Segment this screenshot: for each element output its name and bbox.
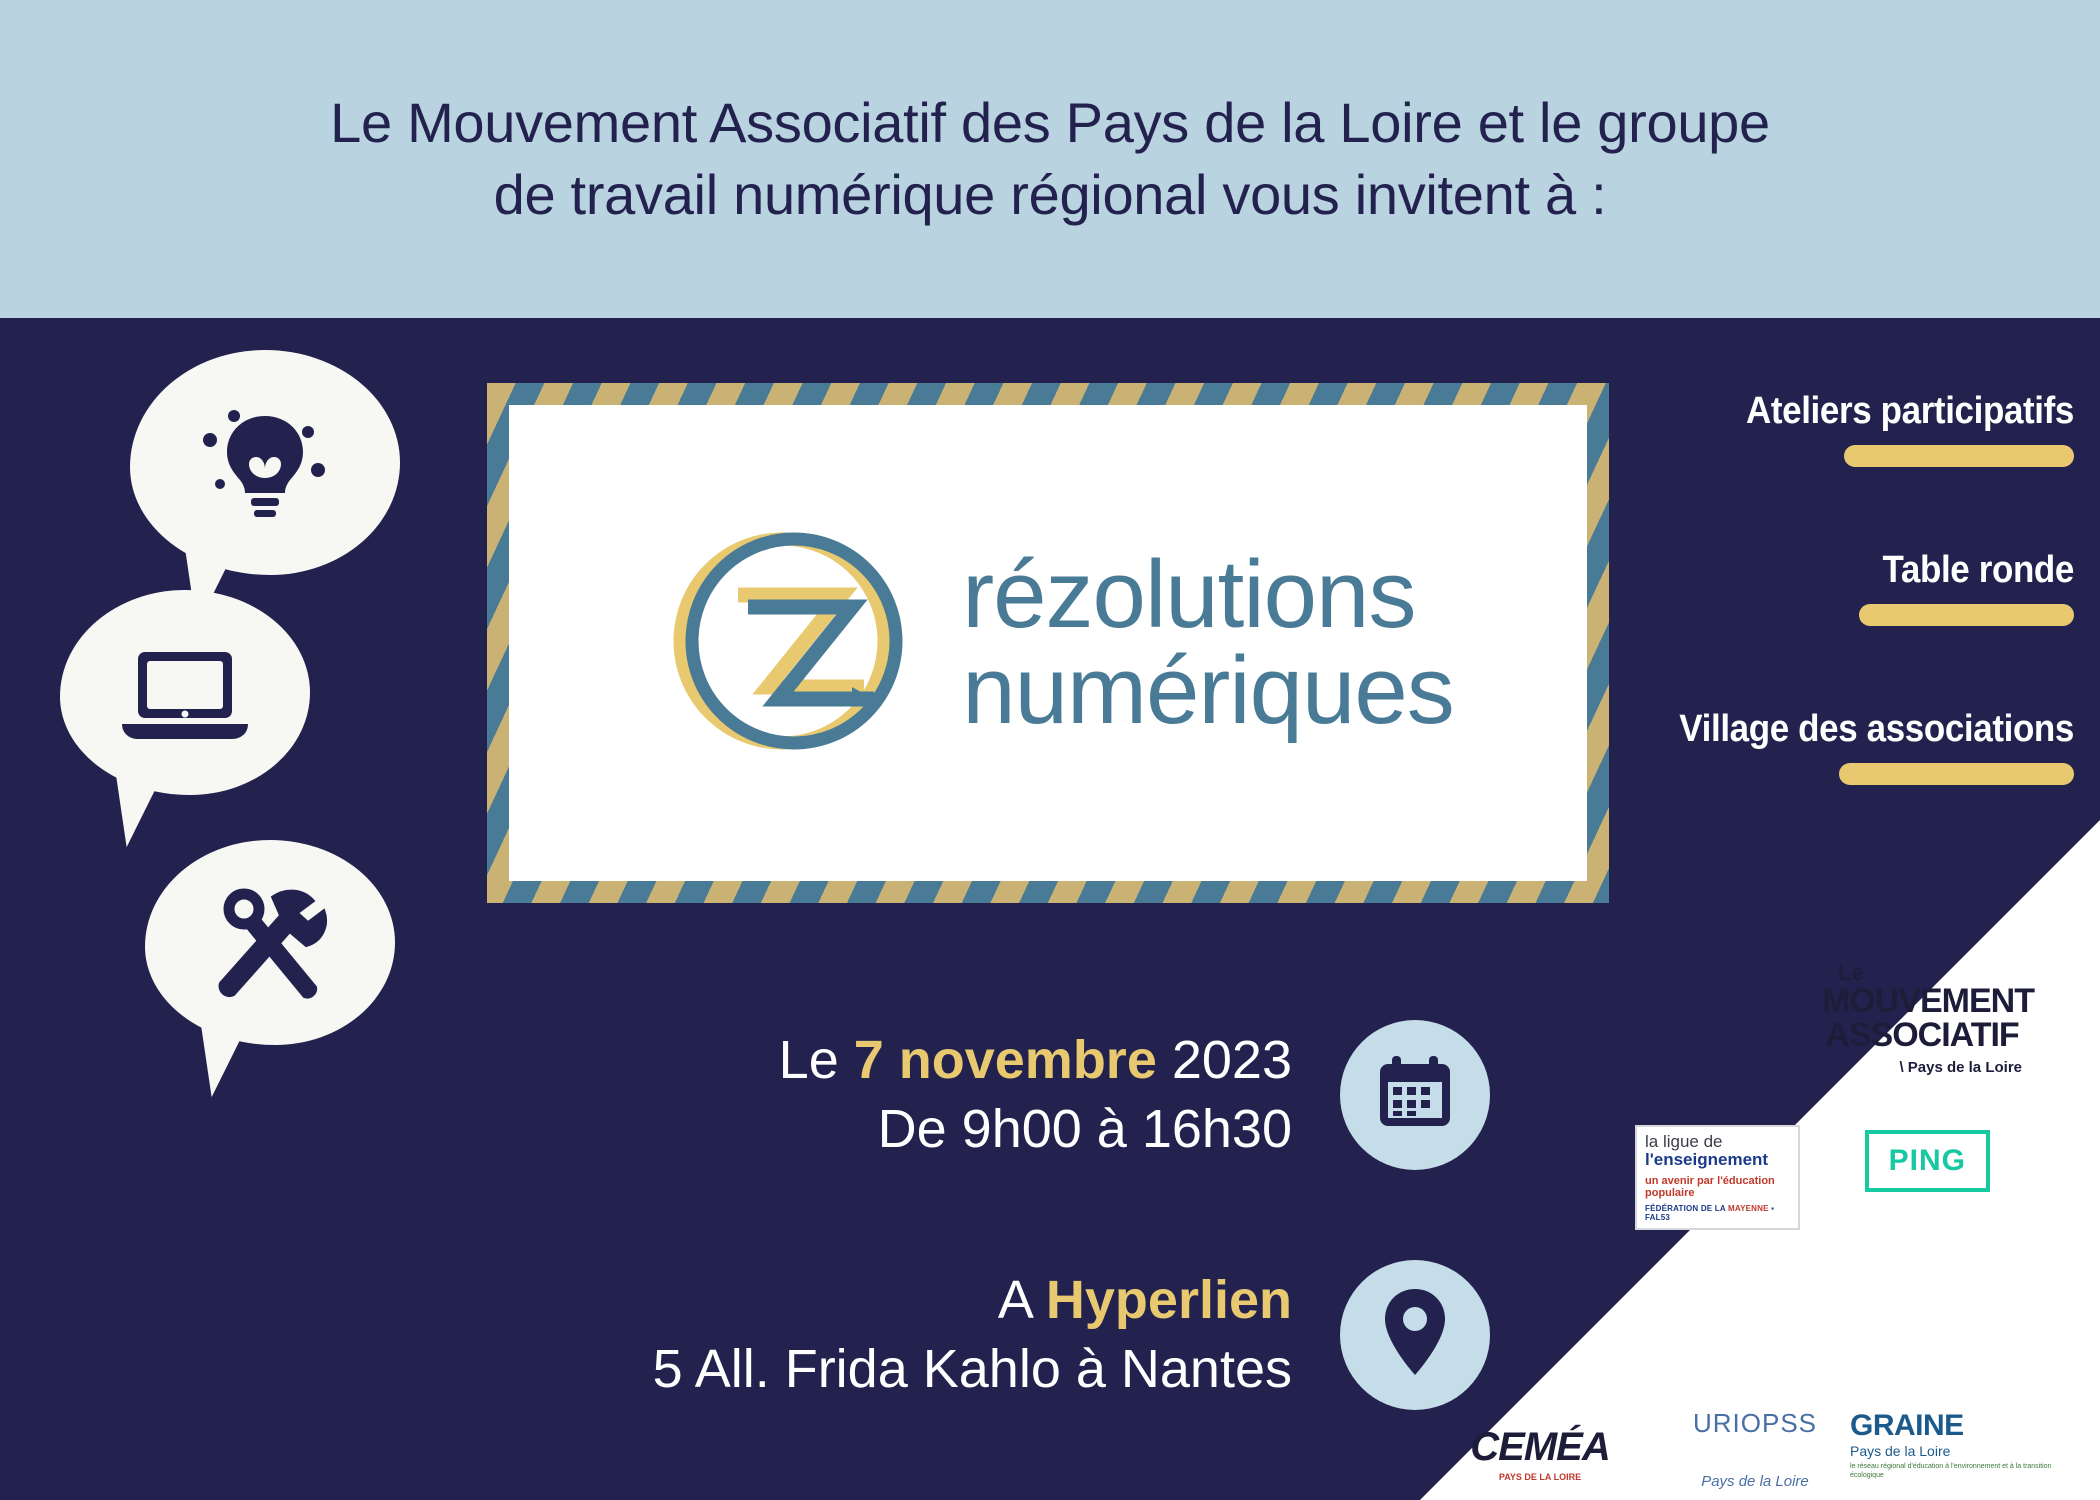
logo-card-inner — [509, 405, 1587, 881]
z-loop-logo-icon — [642, 491, 932, 796]
partner-logo-ping — [1865, 1130, 1990, 1192]
partner-logo-graine — [1850, 1409, 2060, 1480]
speech-bubble-tools — [145, 840, 395, 1045]
cemea-sub: PAYS DE LA LOIRE — [1498, 1472, 1582, 1482]
header-text — [330, 87, 1770, 230]
ligue-line-1a: la ligue de — [1645, 1132, 1723, 1151]
ligue-box — [1635, 1125, 1800, 1230]
uriopss-sub: Pays de la Loire — [1701, 1473, 1809, 1490]
ma-line-1: Le — [1838, 960, 1864, 985]
place-prefix: A — [997, 1269, 1046, 1330]
event-time: De 9h00 à 16h30 — [877, 1099, 1292, 1159]
partner-logo-ligue-enseignement — [1635, 1125, 1800, 1230]
graine-tagline: le réseau régional d'éducation à l'environnement et à la transition écologique — [1850, 1463, 2052, 1479]
partner-logos — [1420, 820, 2100, 1500]
event-info — [430, 1020, 1490, 1500]
header-line-2: de travail numérique régional vous invitent à : — [493, 163, 1607, 226]
program-item-underline — [1844, 445, 2074, 467]
speech-bubble-idea — [130, 350, 400, 575]
decorative-speech-bubbles — [40, 350, 460, 1150]
program-item-label: Village des associations — [1679, 708, 2074, 750]
laptop-icon — [110, 638, 260, 748]
event-date-line — [779, 1026, 1292, 1095]
event-place-row — [430, 1260, 1490, 1410]
ligue-line-1 — [1645, 1133, 1790, 1169]
partner-logo-cemea — [1450, 1425, 1630, 1482]
event-date-text — [779, 1026, 1292, 1164]
program-item-label: Ateliers participatifs — [1745, 390, 2074, 432]
ma-line-4: \ Pays de la Loire — [1899, 1059, 2022, 1076]
program-item-underline — [1839, 763, 2074, 785]
program-item-ateliers — [1514, 390, 2074, 467]
cemea-name: CEMÉA — [1470, 1425, 1610, 1469]
graine-sub: Pays de la Loire — [1850, 1443, 1951, 1460]
ma-line-2: MOUVEMENT — [1822, 982, 2034, 1020]
header-banner — [0, 0, 2100, 318]
ligue-fed-pre: FÉDÉRATION DE LA — [1645, 1203, 1728, 1213]
program-item-label: Table ronde — [1882, 549, 2074, 591]
speech-bubble-laptop — [60, 590, 310, 795]
program-item-village — [1514, 708, 2074, 785]
ligue-line-3 — [1645, 1204, 1790, 1222]
partner-logo-uriopss — [1665, 1408, 1845, 1490]
program-list — [1514, 390, 2074, 867]
event-place-line — [653, 1266, 1292, 1335]
event-place-text — [653, 1266, 1292, 1404]
hammer-wrench-tools-icon — [198, 883, 343, 1003]
date-highlight: 7 novembre — [853, 1029, 1157, 1090]
date-suffix: 2023 — [1156, 1029, 1292, 1090]
logo-wordmark — [962, 541, 1454, 744]
event-date-row — [430, 1020, 1490, 1170]
partner-logo-mouvement-associatif — [1822, 960, 2034, 1076]
ma-line-3: ASSOCIATIF — [1825, 1016, 2019, 1054]
program-item-table-ronde — [1514, 549, 2074, 626]
place-highlight: Hyperlien — [1045, 1269, 1292, 1330]
event-address: 5 All. Frida Kahlo à Nantes — [652, 1339, 1292, 1399]
lightbulb-idea-icon — [190, 398, 340, 528]
uriopss-name: URIOPSS — [1692, 1408, 1818, 1438]
date-prefix: Le — [778, 1029, 854, 1090]
logo-word-1: rézolutions — [962, 541, 1416, 648]
ping-name: PING — [1865, 1130, 1990, 1192]
header-line-1: Le Mouvement Associatif des Pays de la Loire et le groupe — [330, 91, 1770, 155]
ligue-fed-dept: MAYENNE — [1727, 1203, 1769, 1213]
graine-name: GRAINE — [1850, 1409, 1964, 1443]
logo-word-2: numériques — [962, 637, 1454, 744]
program-item-underline — [1859, 604, 2074, 626]
ligue-fed-post: ▪ FAL53 — [1645, 1203, 1775, 1222]
ligue-line-1b: l'enseignement — [1645, 1149, 1769, 1169]
ligue-line-2: un avenir par l'éducation populaire — [1645, 1174, 1775, 1199]
